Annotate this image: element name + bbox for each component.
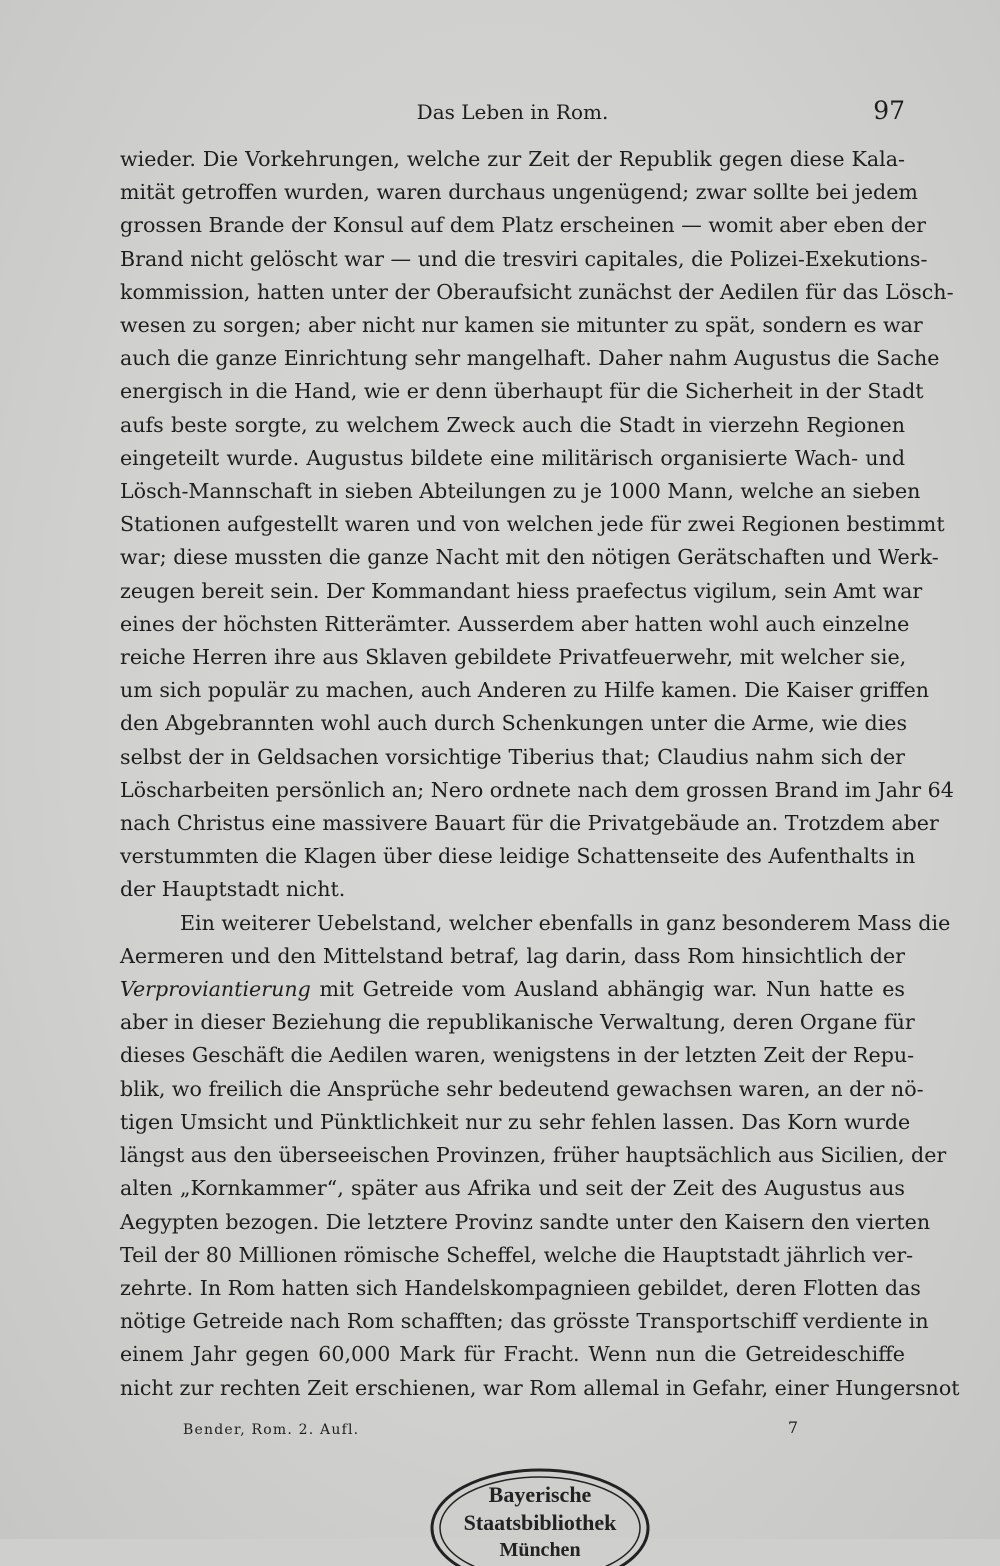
text-line: kommission, hatten unter der Oberaufsicht zunächst der Aedilen für das Lösch- <box>120 279 954 304</box>
text-line: aufs beste sorgte, zu welchem Zweck auch die Stadt in vierzehn Regionen <box>120 412 905 437</box>
library-stamp <box>425 1466 655 1566</box>
text-line: Löscharbeiten persönlich an; Nero ordnete nach dem grossen Brand im Jahr 64 <box>120 777 954 802</box>
text-line: mität getroffen wurden, waren durchaus ungenügend; zwar sollte bei jedem <box>120 180 918 205</box>
text-line: Aegypten bezogen. Die letztere Provinz sandte unter den Kaisern den vierten <box>120 1209 931 1234</box>
text-line: Stationen aufgestellt waren und von welchen jede für zwei Regionen bestimmt <box>120 512 945 537</box>
text-line: nötige Getreide nach Rom schafften; das grösste Transportschiff verdiente in <box>120 1309 929 1334</box>
text-line: aber in dieser Beziehung die republikanische Verwaltung, deren Organe für <box>120 1010 915 1035</box>
text-line: blik, wo freilich die Ansprüche sehr bedeutend gewachsen waren, an der nö- <box>120 1076 924 1101</box>
text-line: Ein weiterer Uebelstand, welcher ebenfalls in ganz besonderem Mass die <box>180 910 951 935</box>
printer-signature: Bender, Rom. 2. Aufl. <box>183 1422 360 1438</box>
text-line: der Hauptstadt nicht. <box>120 877 346 902</box>
body-text <box>120 143 960 1405</box>
page-number: 97 <box>873 96 905 125</box>
text-line: den Abgebrannten wohl auch durch Schenkungen unter die Arme, wie dies <box>120 711 908 736</box>
text-line: energisch in die Hand, wie er denn überhaupt für die Sicherheit in der Stadt <box>120 379 924 404</box>
text-line: eingeteilt wurde. Augustus bildete eine militärisch organisierte Wach- und <box>120 445 905 470</box>
sheet-mark: 7 <box>787 1418 798 1437</box>
text-fragment: mit Getreide vom Ausland abhängig war. Nun hatte es <box>310 977 905 1002</box>
text-line: Lösch-Mannschaft in sieben Abteilungen zu je 1000 Mann, welche an sieben <box>120 479 921 504</box>
stamp-line-3: München <box>499 1539 581 1561</box>
text-line: wieder. Die Vorkehrungen, welche zur Zeit der Republik gegen diese Kala- <box>120 147 905 171</box>
text-line: längst aus den überseeischen Provinzen, früher hauptsächlich aus Sicilien, der <box>120 1143 947 1168</box>
page-header <box>120 96 905 132</box>
stamp-line-2: Staatsbibliothek <box>463 1510 617 1535</box>
paragraph-2 <box>120 907 960 1405</box>
text-line: tigen Umsicht und Pünktlichkeit nur zu sehr fehlen lassen. Das Korn wurde <box>120 1109 911 1134</box>
text-line: reiche Herren ihre aus Sklaven gebildete Privatfeuerwehr, mit welcher sie, <box>120 645 907 670</box>
paragraph-1 <box>120 143 954 907</box>
stamp-line-1: Bayerische <box>488 1482 592 1507</box>
text-line: um sich populär zu machen, auch Anderen zu Hilfe kamen. Die Kaiser griffen <box>120 678 930 703</box>
text-line: grossen Brande der Konsul auf dem Platz erscheinen — womit aber eben der <box>120 213 926 238</box>
text-line: zeugen bereit sein. Der Kommandant hiess praefectus vigilum, sein Amt war <box>120 578 923 603</box>
text-line-with-emphasis <box>120 973 905 1006</box>
text-line: Teil der 80 Millionen römische Scheffel, welche die Hauptstadt jährlich ver- <box>120 1242 914 1267</box>
text-line: Brand nicht gelöscht war — und die tresviri capitales, die Polizei-Exekutions- <box>120 246 928 271</box>
text-line: nicht zur rechten Zeit erschienen, war Rom allemal in Gefahr, einer Hungersnot <box>120 1375 960 1400</box>
text-line: war; diese mussten die ganze Nacht mit den nötigen Gerätschaften und Werk- <box>120 545 939 570</box>
text-line: auch die ganze Einrichtung sehr mangelhaft. Daher nahm Augustus die Sache <box>120 346 940 371</box>
text-line: dieses Geschäft die Aedilen waren, wenigstens in der letzten Zeit der Repu- <box>120 1043 915 1068</box>
text-line: alten „Kornkammer“, später aus Afrika und seit der Zeit des Augustus aus <box>120 1176 905 1201</box>
text-line: eines der höchsten Ritterämter. Ausserdem aber hatten wohl auch einzelne <box>120 611 910 636</box>
text-line: verstummten die Klagen über diese leidige Schattenseite des Aufenthalts in <box>120 844 916 869</box>
text-line: wesen zu sorgen; aber nicht nur kamen sie mitunter zu spät, sondern es war <box>120 313 923 338</box>
text-line: Aermeren und den Mittelstand betraf, lag darin, dass Rom hinsichtlich der <box>120 943 905 968</box>
text-line: nach Christus eine massivere Bauart für die Privatgebäude an. Trotzdem aber <box>120 811 939 836</box>
text-line: einem Jahr gegen 60,000 Mark für Fracht. Wenn nun die Getreideschiffe <box>120 1342 905 1367</box>
page-footer <box>183 1418 823 1448</box>
text-line: selbst der in Geldsachen vorsichtige Tiberius that; Claudius nahm sich der <box>120 744 905 769</box>
emphasized-term: Verproviantierung <box>120 977 311 1002</box>
text-line: zehrte. In Rom hatten sich Handelskompagnieen gebildet, deren Flotten das <box>120 1275 921 1300</box>
running-title: Das Leben in Rom. <box>416 100 609 124</box>
